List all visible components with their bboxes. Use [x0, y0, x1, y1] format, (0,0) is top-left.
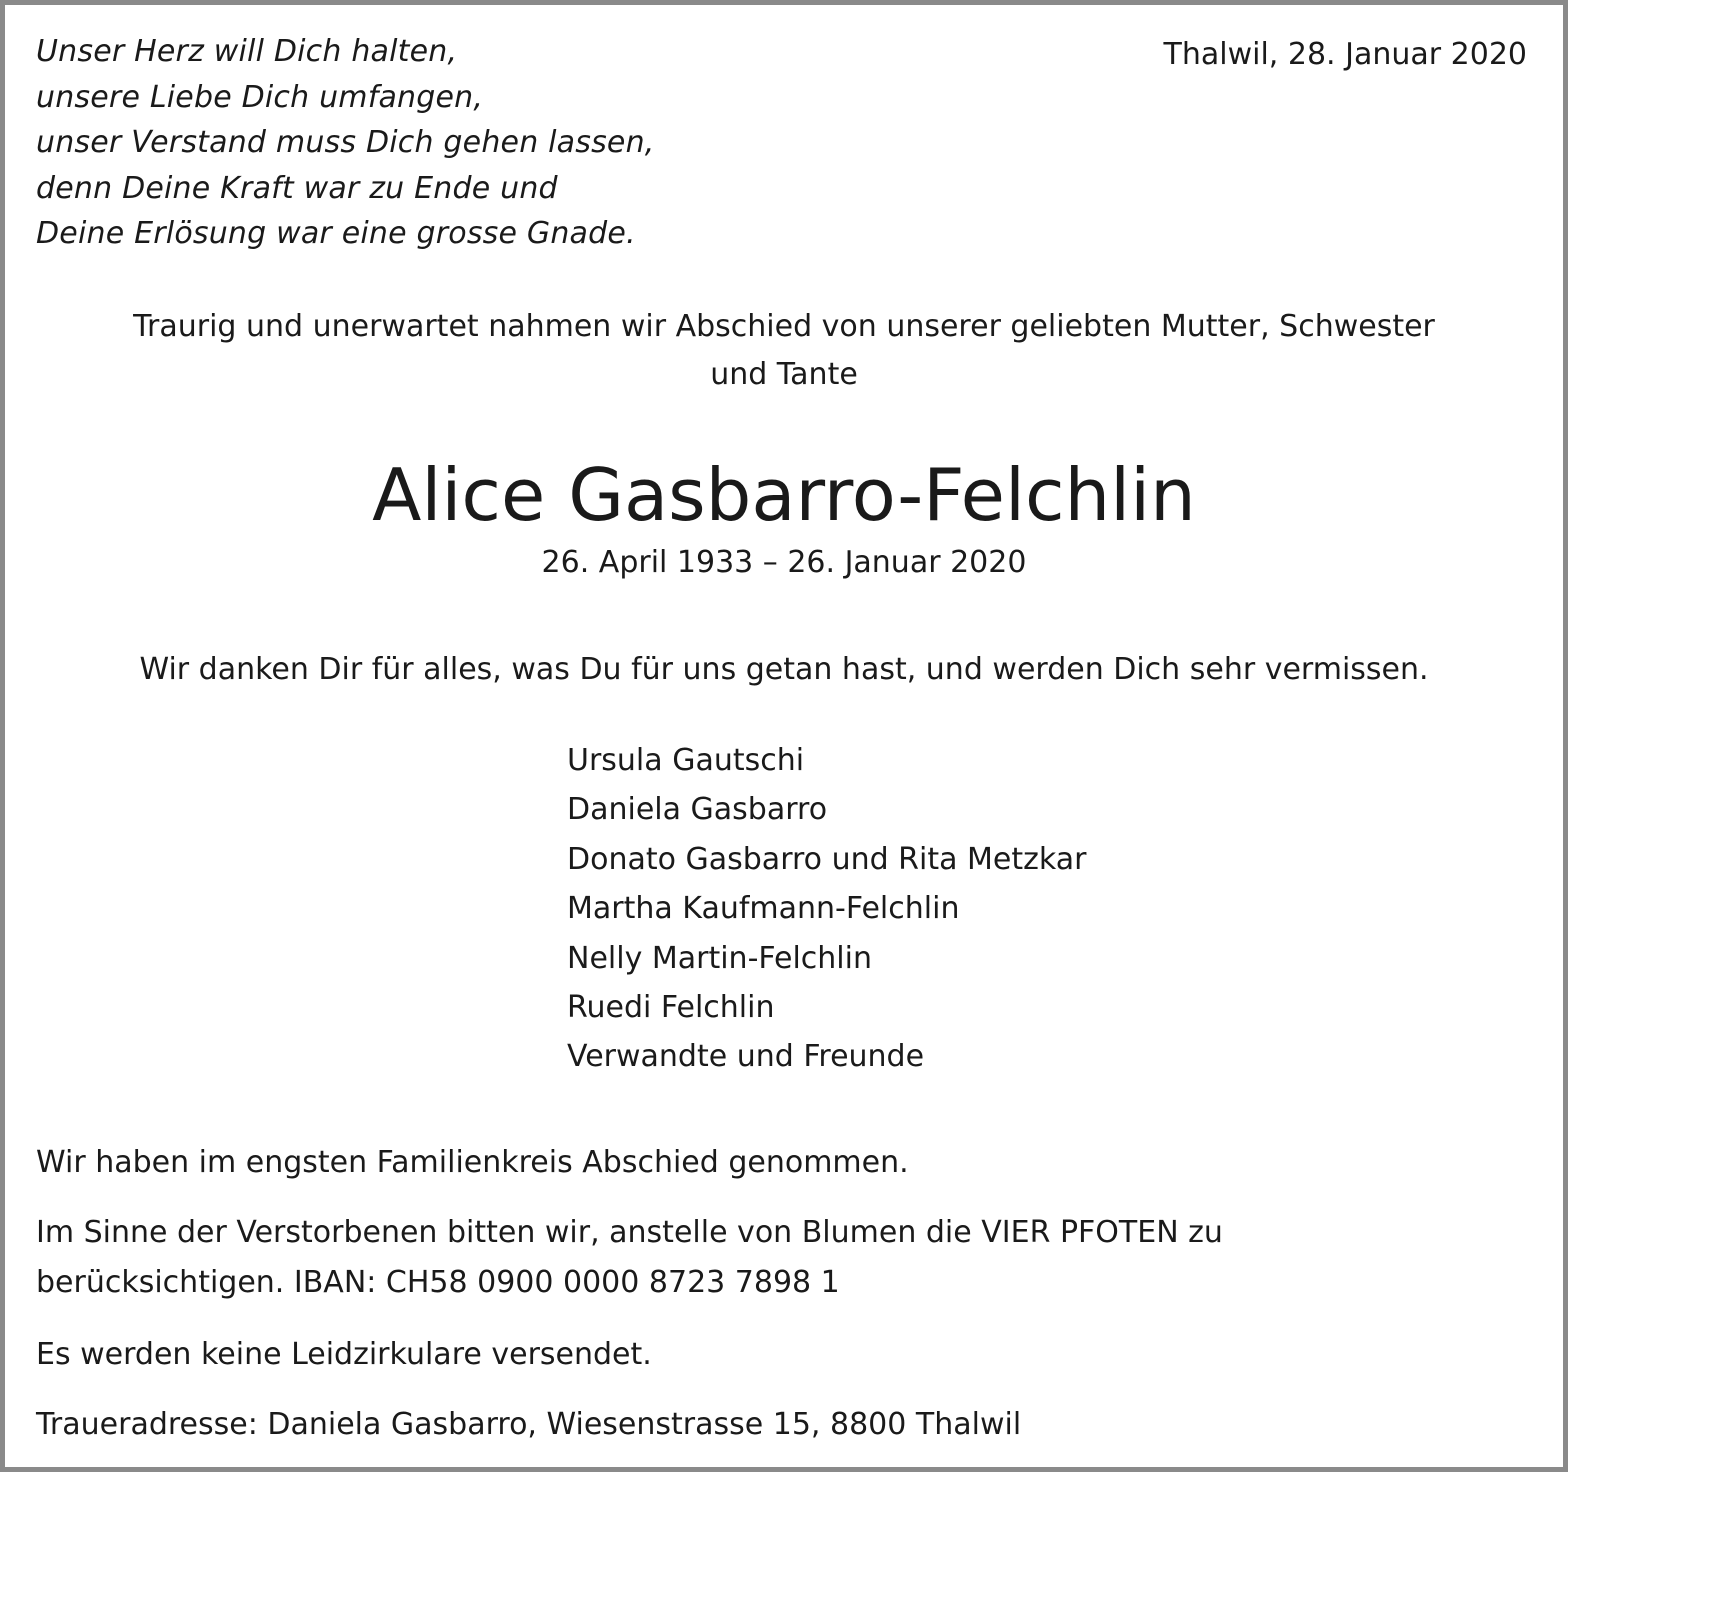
mourner: Donato Gasbarro und Rita Metzkar: [567, 841, 1087, 877]
mourner: Daniela Gasbarro: [567, 792, 828, 828]
mourning-address: Traueradresse: Daniela Gasbarro, Wiesenstrasse 15, 8800 Thalwil: [36, 1407, 1022, 1442]
intro-line: Traurig und unerwartet nahmen wir Abschied von unserer geliebten Mutter, Schwester: [133, 309, 1435, 344]
intro-text: [5, 303, 1563, 399]
poem-line: unser Verstand muss Dich gehen lassen,: [36, 125, 655, 160]
mourner: Nelly Martin-Felchlin: [567, 940, 872, 976]
poem-line: Unser Herz will Dich halten,: [36, 34, 458, 69]
mourner: Martha Kaufmann-Felchlin: [567, 891, 960, 927]
poem-line: denn Deine Kraft war zu Ende und: [36, 170, 558, 206]
mourners-list: [567, 736, 1086, 1082]
intro-line: und Tante: [710, 357, 858, 392]
farewell-note: Wir haben im engsten Familienkreis Abschied genommen.: [36, 1145, 909, 1180]
poem-line: unsere Liebe Dich umfangen,: [36, 79, 484, 115]
mourner: Verwandte und Freunde: [567, 1039, 925, 1075]
place-date: Thalwil, 28. Januar 2020: [1163, 37, 1527, 72]
life-dates: 26. April 1933 – 26. Januar 2020: [541, 545, 1027, 580]
mourner: Ursula Gautschi: [567, 743, 805, 778]
circulars-note: Es werden keine Leidzirkulare versendet.: [36, 1337, 652, 1372]
donation-note: [36, 1208, 1223, 1308]
deceased-name: Alice Gasbarro-Felchlin: [372, 453, 1196, 537]
poem: [36, 29, 655, 257]
donation-line: berücksichtigen. IBAN: CH58 0900 0000 8723 7898 1: [36, 1265, 840, 1300]
thanks-text: Wir danken Dir für alles, was Du für uns getan hast, und werden Dich sehr vermissen.: [139, 652, 1429, 687]
poem-line: Deine Erlösung war eine grosse Gnade.: [36, 216, 636, 251]
mourner: Ruedi Felchlin: [567, 990, 775, 1026]
donation-line: Im Sinne der Verstorbenen bitten wir, anstelle von Blumen die VIER PFOTEN zu: [36, 1215, 1223, 1250]
